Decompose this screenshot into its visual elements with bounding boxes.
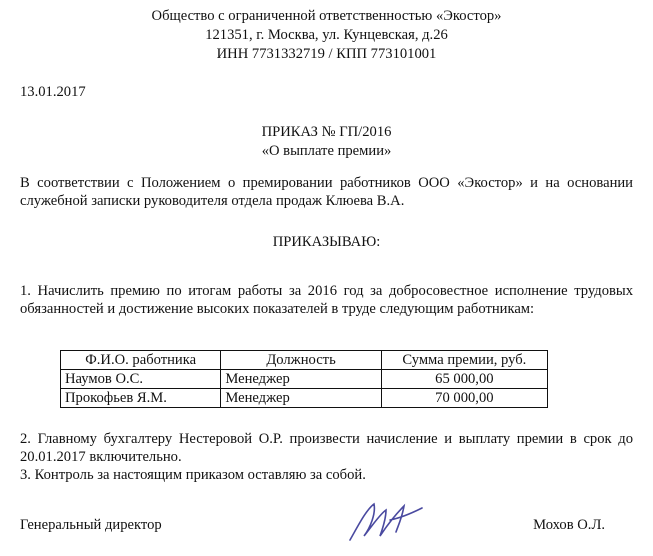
employee-name: Наумов О.С. [61,370,221,389]
order-item-3: 3. Контроль за настоящим приказом оставляю за собой. [20,467,366,483]
organization-ids: ИНН 7731332719 / КПП 773101001 [216,46,437,62]
signature-stroke [350,504,422,540]
document-header [0,7,653,64]
column-header-amount: Сумма премии, руб. [381,351,547,370]
intro-paragraph: В соответствии с Положением о премировании работников ООО «Экостор» и на основании служебной записки руководителя отдела продаж Клюева В.А. [20,175,633,209]
order-item-2: 2. Главному бухгалтеру Нестеровой О.Р. произвести начисление и выплату премии в срок до 20.01.2017 включительно. [20,431,633,465]
column-header-name: Ф.И.О. работника [61,351,221,370]
table-row [61,370,548,389]
signature-block [20,516,633,546]
table-row [61,389,548,408]
signatory-name: Мохов О.Л. [533,517,605,533]
decree-heading: ПРИКАЗЫВАЮ: [272,234,381,250]
document-date: 13.01.2017 [20,84,86,100]
organization-name: Общество с ограниченной ответственностью «Экостор» [151,8,502,24]
employee-position: Менеджер [221,389,381,408]
handwritten-signature [346,496,426,546]
column-header-position: Должность [221,351,381,370]
order-heading [0,123,653,161]
order-title: ПРИКАЗ № ГП/2016 [261,124,392,140]
organization-address: 121351, г. Москва, ул. Кунцевская, д.26 [205,27,448,43]
signatory-position: Генеральный директор [20,517,162,533]
order-subtitle: «О выплате премии» [261,143,392,159]
order-item-1: 1. Начислить премию по итогам работы за 2016 год за добросовестное исполнение трудовых обязанностей и достижение высоких показателей в труде следующим работникам: [20,283,633,317]
employee-position: Менеджер [221,370,381,389]
bonus-table [60,350,548,408]
table-header-row [61,351,548,370]
employee-name: Прокофьев Я.М. [61,389,221,408]
bonus-amount: 70 000,00 [381,389,547,408]
bonus-amount: 65 000,00 [381,370,547,389]
